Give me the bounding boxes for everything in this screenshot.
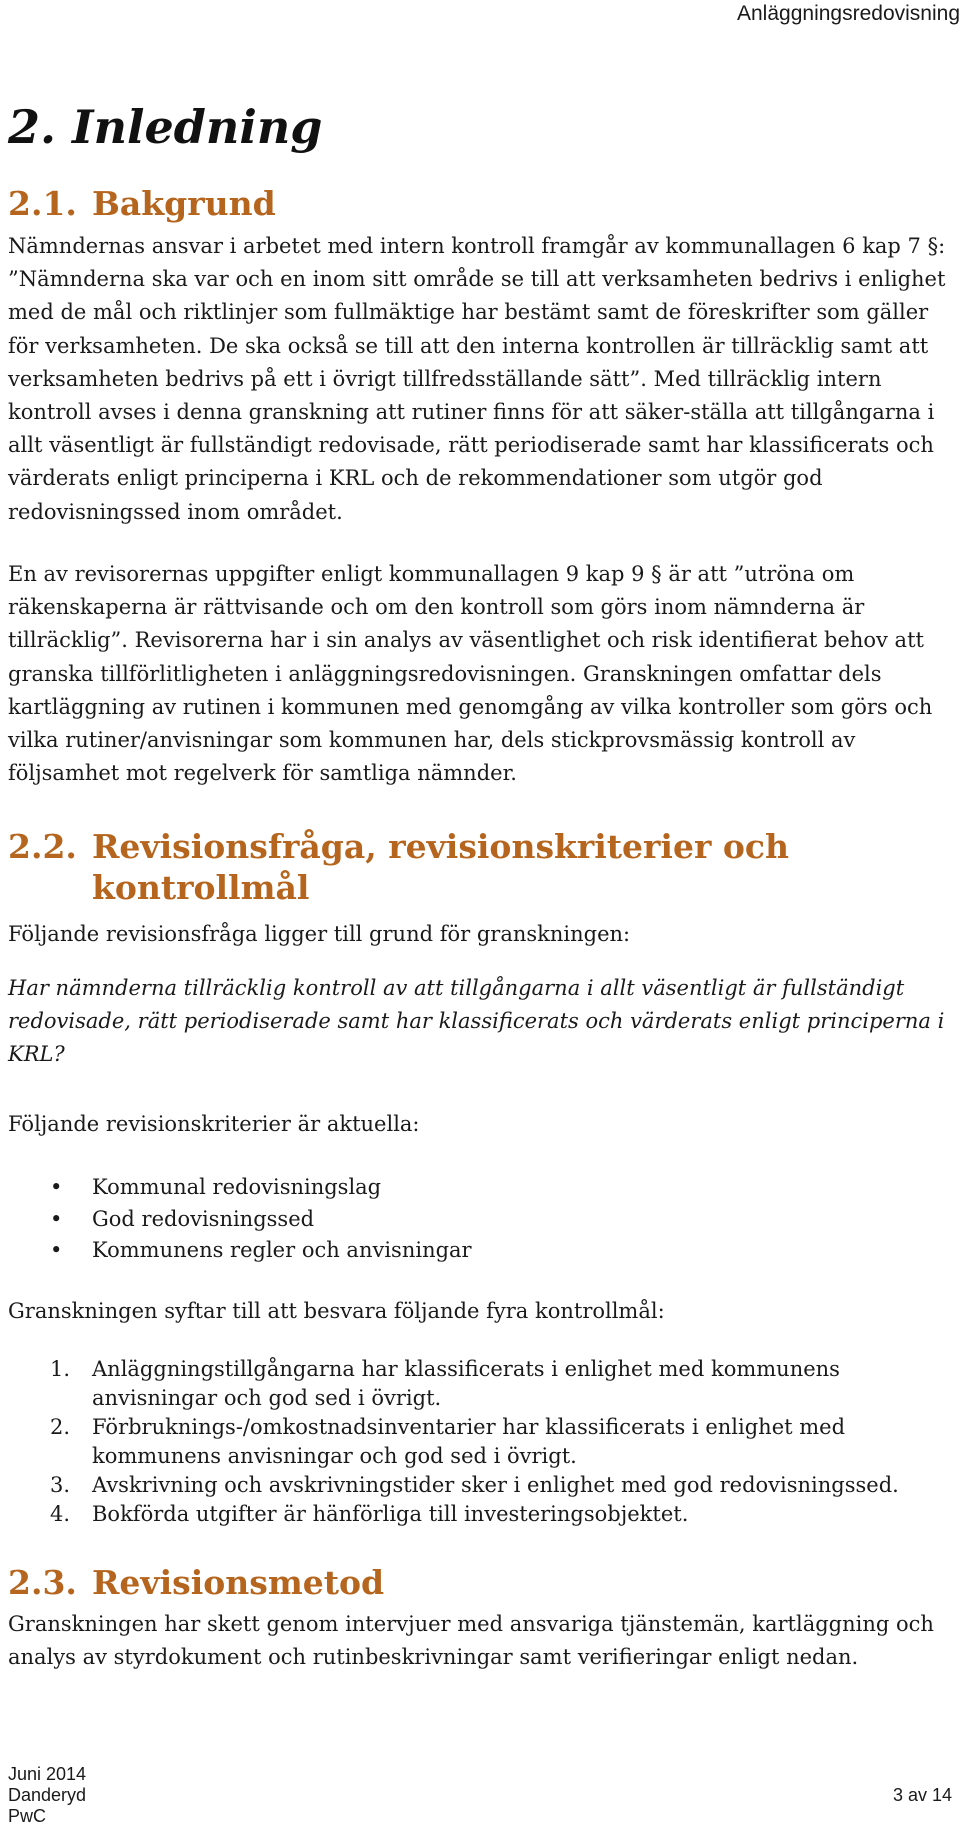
footer-firm: PwC [8, 1806, 47, 1826]
page-number: 3 av 14 [892, 1785, 952, 1805]
section-number: 2.2. [8, 827, 77, 866]
paragraph-method: Granskningen har skett genom intervjuer med ansvariga tjänstemän, kartläggning och analys av styrdokument och rutinbeskrivningar samt verifieringar enligt nedan. [8, 1612, 934, 1670]
section-heading-revisionsmetod [8, 1562, 832, 1603]
section-title: Revisionsmetod [92, 1563, 385, 1602]
list-number: 1. [50, 1357, 71, 1381]
list-item [8, 1172, 958, 1204]
criteria-list [8, 1172, 958, 1267]
section-title: Bakgrund [92, 184, 276, 223]
section-heading-bakgrund [8, 183, 832, 224]
chapter-number: 2. [8, 100, 57, 154]
list-number: 3. [50, 1473, 71, 1497]
list-item [8, 1471, 958, 1500]
bullet: • [50, 1206, 63, 1231]
list-item-text: Anläggningstillgångarna har klassificerats i enlighet med kommunens anvisningar och god sed i övrigt. [92, 1357, 840, 1410]
footer-date: Juni 2014 [8, 1764, 87, 1784]
bullet: • [50, 1238, 63, 1262]
running-header: Anläggningsredovisning [737, 2, 960, 25]
section-title: Revisionsfråga, revisionskriterier och kontrollmål [92, 827, 789, 907]
list-item-text: God redovisningssed [92, 1206, 315, 1231]
list-item [8, 1355, 958, 1413]
list-number: 4. [50, 1502, 71, 1526]
list-item-text: Kommunal redovisningslag [92, 1175, 382, 1199]
section-heading-revisionsfraga [8, 826, 832, 908]
audit-question: Har nämnderna tillräcklig kontroll av att tillgångarna i allt väsentligt är fullständigt redovisade, rätt periodiserade samt har klassificerats och värderats enligt principerna i KRL? [8, 976, 945, 1067]
list-item-text: Bokförda utgifter är hänförliga till investeringsobjektet. [92, 1502, 689, 1526]
list-item-text: Förbruknings-/omkostnadsinventarier har klassificerats i enlighet med kommunens anvisningar och god sed i övrigt. [92, 1415, 846, 1468]
section-number: 2.1. [8, 184, 77, 223]
list-item-text: Kommunens regler och anvisningar [92, 1238, 472, 1262]
criteria-intro: Följande revisionskriterier är aktuella: [8, 1112, 420, 1136]
goals-intro: Granskningen syftar till att besvara följande fyra kontrollmål: [8, 1299, 665, 1323]
paragraph-background-2: En av revisorernas uppgifter enligt kommunallagen 9 kap 9 § är att ”utröna om räkenskaperna är rättvisande och om den kontroll som görs inom nämnderna är tillräcklig”. Revisorerna har i sin analys av väsentlighet och risk identifierat behov att granska tillförlitligheten i anläggningsredovisningen. Granskningen omfattar dels kartläggning av rutinen i kommunen med genomgång av vilka kontroller som görs och vilka rutiner/anvisningar som kommunen har, dels stickprovsmässig kontroll av följsamhet mot regelverk för samtliga nämnder. [8, 562, 933, 786]
bullet: • [50, 1175, 63, 1199]
footer-info [8, 1764, 86, 1827]
chapter-heading [8, 100, 322, 154]
list-item [8, 1204, 958, 1236]
list-item-text: Avskrivning och avskrivningstider sker i enlighet med god redovisningssed. [92, 1473, 899, 1497]
list-item [8, 1413, 958, 1471]
paragraph-background-1: Nämndernas ansvar i arbetet med intern kontroll framgår av kommunallagen 6 kap 7 §: ”Nämnderna ska var och en inom sitt område se till att verksamheten bedrivs i enlighet med de mål och riktlinjer som fullmäktige har bestämt samt de föreskrifter som gäller för verksamheten. De ska också se till att den interna kontrollen är tillräcklig samt att verksamheten bedrivs på ett i övrigt tillfredsställande sätt”. Med tillräcklig intern kontroll avses i denna granskning att rutiner finns för att säker-ställa att tillgångarna i allt väsentligt är fullständigt redovisade, rätt periodiserade samt har klassificerats och värderats enligt principerna i KRL och de rekommendationer som utgör god redovisningssed inom området. [8, 234, 946, 524]
chapter-title: Inledning [72, 100, 323, 154]
list-item [8, 1235, 958, 1267]
list-number: 2. [50, 1415, 71, 1439]
footer-client: Danderyd [8, 1785, 87, 1805]
section-number: 2.3. [8, 1563, 77, 1602]
question-intro: Följande revisionsfråga ligger till grund för granskningen: [8, 922, 631, 946]
control-goals-list [8, 1355, 958, 1529]
list-item [8, 1500, 958, 1529]
